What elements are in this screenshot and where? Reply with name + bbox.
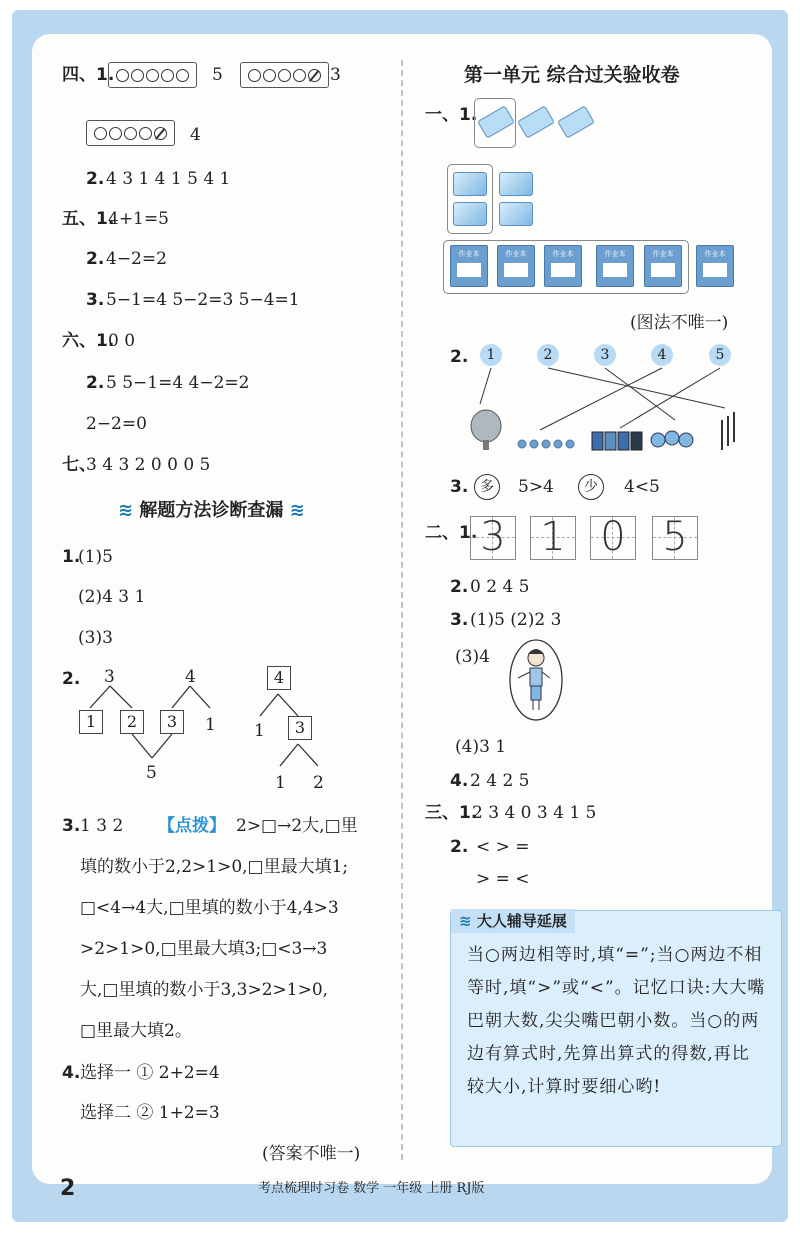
ice-cube-icon — [499, 202, 533, 226]
page-number: 2 — [60, 1176, 76, 1201]
compare-1: 5>4 — [518, 477, 554, 497]
s5-answer-3: 5−1=4 5−2=3 5−4=1 — [106, 290, 300, 310]
m2-bottom: 5 — [146, 763, 157, 783]
m2-top-2: 4 — [185, 667, 196, 687]
s4-q2-answer: 4 3 1 4 1 5 4 1 — [106, 169, 231, 189]
m2-box-1: 1 — [79, 710, 103, 734]
footer-text: 考点梳理时习卷 数学 一年级 上册 RJ版 — [258, 1181, 485, 1196]
s6-label: 六、1. — [62, 331, 115, 351]
ice-cube-icon — [499, 172, 533, 196]
m3-line-2: 填的数小于2,2>1>0,□里最大填1; — [80, 857, 349, 877]
fence-icon — [722, 412, 734, 450]
m3-line-1: 2>□→2大,□里 — [236, 816, 358, 836]
s5-answer-1: 4+1=5 — [108, 209, 169, 229]
wave-icon: ≋ — [289, 500, 305, 521]
s6-answer-2b: 2−2=0 — [86, 414, 147, 434]
m4-q: 4. — [62, 1063, 81, 1083]
r-s2-label: 二、1. — [425, 523, 478, 543]
notebook-icon: 作业本 — [596, 245, 634, 287]
notebook-icon: 作业本 — [696, 245, 734, 287]
s5-answer-2: 4−2=2 — [106, 249, 167, 269]
m1-p1: (1)5 — [78, 547, 113, 567]
circle-group-1 — [108, 62, 197, 88]
r-s3-q2: 2. — [450, 837, 469, 857]
notebook-icon: 作业本 — [544, 245, 582, 287]
m1-p2: (2)4 3 1 — [78, 587, 146, 607]
m3-tip-tag: 【点拨】 — [158, 816, 226, 836]
r-s1-note: (图法不唯一) — [630, 313, 729, 333]
r-s1-q2: 2. — [450, 347, 469, 367]
r-s3-answer-1: 2 3 4 0 3 4 1 5 — [472, 803, 597, 823]
notebook-icon: 作业本 — [644, 245, 682, 287]
m3-answer: 1 3 2 — [80, 816, 124, 836]
tutor-extension-text: 当○两边相等时,填“=”;当○两边不相等时,填“>”或“<”。记忆口诀:大大嘴巴朝大数,尖尖嘴巴朝小数。当○的两边有算式时,先算出算式的得数,再比较大小,计算时要细心哟! — [467, 945, 766, 1097]
r-s2-answer-2: 0 2 4 5 — [470, 577, 530, 597]
writing-box-1: 3 — [470, 516, 516, 560]
s4-answer-1: 5 — [212, 65, 223, 85]
s7-answer: 3 4 3 2 0 0 0 5 — [86, 455, 211, 475]
m4-note: (答案不唯一) — [262, 1144, 361, 1164]
r-s2-answer-4: 2 4 2 5 — [470, 771, 530, 791]
number-tree-diagram — [70, 660, 370, 800]
s5-q2: 2. — [86, 249, 105, 269]
m3-q: 3. — [62, 816, 81, 836]
ice-cube-icon — [453, 172, 487, 196]
number-bubble-2: 2 — [537, 344, 559, 366]
m2-q: 2. — [62, 669, 81, 689]
s4-q2: 2. — [86, 169, 105, 189]
s4-answer-3: 4 — [190, 125, 201, 145]
s7-label: 七、 — [62, 455, 96, 475]
m4-choice-2: 选择二 ② 1+2=3 — [80, 1103, 220, 1123]
number-bubble-4: 4 — [651, 344, 673, 366]
notebook-icon: 作业本 — [450, 245, 488, 287]
compare-2: 4<5 — [624, 477, 660, 497]
tree-icon — [471, 410, 501, 450]
r-s2-answer-3c: (4)3 1 — [455, 737, 507, 757]
m2-top-1: 3 — [104, 667, 115, 687]
notebook-icon: 作业本 — [497, 245, 535, 287]
r-s3-row-2: > = < — [476, 869, 530, 889]
writing-box-4: 5 — [652, 516, 698, 560]
m2-box-2: 2 — [120, 710, 144, 734]
wave-icon: ≋ — [459, 912, 472, 930]
r-s2-q2: 2. — [450, 577, 469, 597]
m1-q: 1. — [62, 547, 81, 567]
m2-box-3: 3 — [160, 710, 184, 734]
m3-line-6: □里最大填2。 — [80, 1021, 192, 1041]
s4-label: 四、1. — [62, 65, 115, 85]
wave-icon: ≋ — [118, 500, 134, 521]
ice-cube-icon — [453, 202, 487, 226]
r-s2-answer-3b: (3)4 — [455, 647, 490, 667]
s5-q3: 3. — [86, 290, 105, 310]
writing-box-3: 0 — [590, 516, 636, 560]
ring-more: 多 — [474, 474, 500, 500]
method-title: ≋ 解题方法诊断查漏 ≋ — [118, 500, 305, 521]
s6-q2: 2. — [86, 373, 105, 393]
r-s2-answer-3: (1)5 (2)2 3 — [470, 610, 562, 630]
r-s2-q3: 3. — [450, 610, 469, 630]
m2-right-mid: 3 — [288, 716, 312, 740]
number-bubble-5: 5 — [709, 344, 731, 366]
column-divider — [401, 60, 403, 1160]
writing-box-2: 1 — [530, 516, 576, 560]
m3-line-5: 大,□里填的数小于3,3>2>1>0, — [80, 980, 329, 1000]
m1-p3: (3)3 — [78, 628, 113, 648]
r-s3-label: 三、1. — [425, 803, 478, 823]
r-s3-row-1: < > = — [476, 837, 530, 857]
girl-illustration — [506, 638, 566, 722]
flower-pots-icon — [518, 440, 574, 448]
r-s1-q3: 3. — [450, 477, 469, 497]
s5-label: 五、1. — [62, 209, 115, 229]
m2-right-left: 1 — [254, 721, 265, 741]
circle-group-3 — [86, 120, 175, 146]
m2-right-top: 4 — [267, 666, 291, 690]
sunflowers-icon — [651, 431, 693, 447]
tutor-extension-box — [450, 910, 782, 1147]
m3-line-3: □<4→4大,□里填的数小于4,4>3 — [80, 898, 339, 918]
r-s2-q4: 4. — [450, 771, 469, 791]
m2-plain-1: 1 — [205, 715, 216, 735]
number-bubble-3: 3 — [594, 344, 616, 366]
s6-answer-1: 0 0 — [108, 331, 136, 351]
number-bubble-1: 1 — [480, 344, 502, 366]
tutor-extension-title: ≋ 大人辅导延展 — [451, 909, 575, 933]
unit-title: 第一单元 综合过关验收卷 — [464, 64, 680, 86]
circle-group-2 — [240, 62, 329, 88]
s6-answer-2: 5 5−1=4 4−2=2 — [106, 373, 250, 393]
s4-answer-2: 3 — [330, 65, 341, 85]
r-s1-label: 一、1. — [425, 105, 478, 125]
m2-right-bl: 1 — [275, 773, 286, 793]
trash-bins-icon — [592, 432, 642, 450]
matching-lines — [460, 360, 750, 460]
m2-right-br: 2 — [313, 773, 324, 793]
m4-choice-1: 选择一 ① 2+2=4 — [80, 1063, 220, 1083]
m3-line-4: >2>1>0,□里最大填3;□<3→3 — [80, 939, 328, 959]
ring-less: 少 — [578, 474, 604, 500]
